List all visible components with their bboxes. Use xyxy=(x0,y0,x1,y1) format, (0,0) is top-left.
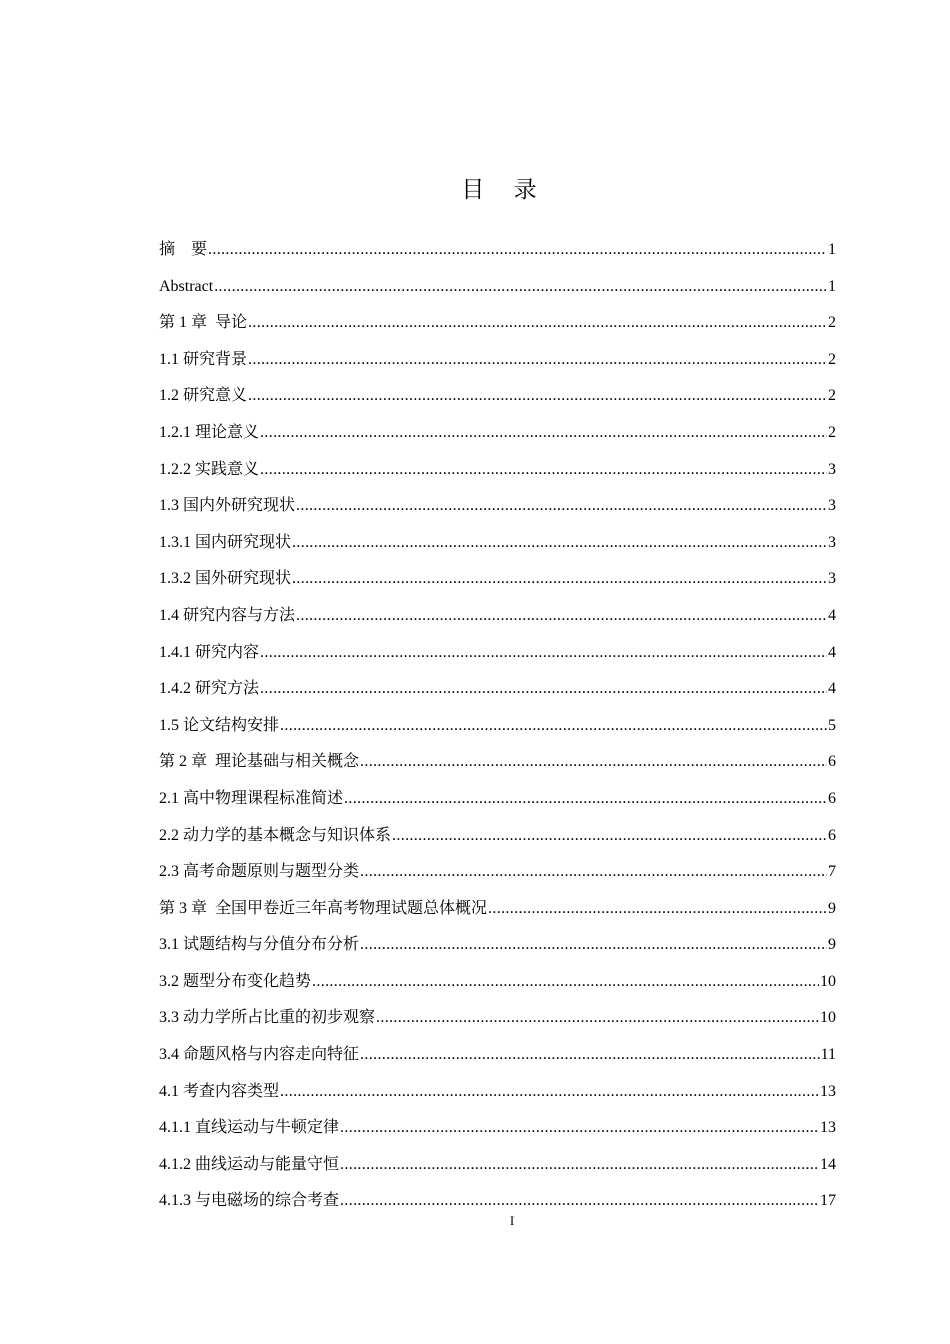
dot-leader xyxy=(214,269,827,306)
toc-entry-label: 2.1 高中物理课程标准简述 xyxy=(159,789,344,807)
toc-entry-page: 5 xyxy=(828,716,836,734)
toc-entry-page: 2 xyxy=(828,314,836,332)
dot-leader xyxy=(360,854,827,891)
toc-entry-page: 2 xyxy=(828,423,836,441)
toc-entry[interactable] xyxy=(159,598,836,635)
toc-entry-label: 1.3.1 国内研究现状 xyxy=(159,533,292,551)
dot-leader xyxy=(340,1110,819,1147)
toc-entry-page: 3 xyxy=(828,460,836,478)
toc-entry-label: Abstract xyxy=(159,277,214,295)
toc-entry[interactable] xyxy=(159,854,836,891)
dot-leader xyxy=(260,452,827,489)
dot-leader xyxy=(344,781,827,818)
toc-entry[interactable] xyxy=(159,1074,836,1111)
toc-entry-page: 3 xyxy=(828,570,836,588)
toc-entry-page: 1 xyxy=(828,277,836,295)
toc-entry-page: 7 xyxy=(828,863,836,881)
toc-entry-label: 摘 要 xyxy=(159,241,208,258)
toc-entry[interactable] xyxy=(159,1000,836,1037)
toc-entry[interactable] xyxy=(159,744,836,781)
toc-entry-label: 3.3 动力学所占比重的初步观察 xyxy=(159,1009,376,1027)
toc-entry-label: 1.3 国内外研究现状 xyxy=(159,497,296,515)
toc-entry-label: 3.2 题型分布变化趋势 xyxy=(159,972,312,990)
toc-entry-label: 1.2 研究意义 xyxy=(159,387,248,405)
toc-entry-label: 1.1 研究背景 xyxy=(159,350,248,368)
toc-entry-page: 10 xyxy=(820,972,836,990)
dot-leader xyxy=(340,1147,819,1184)
toc-entry[interactable] xyxy=(159,781,836,818)
toc-entry-page: 4 xyxy=(828,643,836,661)
toc-entry-label: 4.1.1 直线运动与牛顿定律 xyxy=(159,1119,340,1137)
toc-entry[interactable] xyxy=(159,818,836,855)
toc-entry-page: 3 xyxy=(828,497,836,515)
dot-leader xyxy=(248,305,827,342)
toc-entry[interactable] xyxy=(159,269,836,306)
toc-entry-page: 13 xyxy=(820,1119,836,1137)
toc-entry-page: 3 xyxy=(828,533,836,551)
toc-entry-label: 1.3.2 国外研究现状 xyxy=(159,570,292,588)
toc-entry-page: 2 xyxy=(828,350,836,368)
dot-leader xyxy=(260,635,827,672)
dot-leader xyxy=(248,378,827,415)
toc-entry[interactable] xyxy=(159,1147,836,1184)
toc-entry[interactable] xyxy=(159,635,836,672)
toc-entry-label: 4.1 考查内容类型 xyxy=(159,1082,280,1100)
toc-entry-page: 4 xyxy=(828,680,836,698)
toc-entry-label: 4.1.3 与电磁场的综合考查 xyxy=(159,1192,340,1210)
dot-leader xyxy=(392,818,827,855)
toc-entry-label: 第 2 章 理论基础与相关概念 xyxy=(159,753,360,771)
page-number: I xyxy=(509,1213,515,1228)
toc-entry[interactable] xyxy=(159,415,836,452)
toc-entry-label: 4.1.2 曲线运动与能量守恒 xyxy=(159,1155,340,1173)
toc-entry-label: 2.3 高考命题原则与题型分类 xyxy=(159,863,360,881)
toc-entry[interactable] xyxy=(159,378,836,415)
toc-entry-label: 1.4.1 研究内容 xyxy=(159,643,260,661)
toc-entry[interactable] xyxy=(159,342,836,379)
dot-leader xyxy=(248,342,827,379)
dot-leader xyxy=(488,891,827,928)
toc-entry-page: 9 xyxy=(828,899,836,917)
dot-leader xyxy=(292,525,827,562)
dot-leader xyxy=(296,488,827,525)
toc-entry-label: 3.1 试题结构与分值分布分析 xyxy=(159,936,360,954)
toc-entry-label: 1.2.2 实践意义 xyxy=(159,460,260,478)
toc-entry-page: 11 xyxy=(820,1046,836,1064)
toc-entry[interactable] xyxy=(159,1110,836,1147)
toc-entry-page: 9 xyxy=(828,936,836,954)
toc-entry[interactable] xyxy=(159,561,836,598)
toc-entry[interactable] xyxy=(159,891,836,928)
toc-entry[interactable] xyxy=(159,927,836,964)
toc-entry-label: 1.5 论文结构安排 xyxy=(159,716,280,734)
toc-entry-label: 2.2 动力学的基本概念与知识体系 xyxy=(159,826,392,844)
toc-entry[interactable] xyxy=(159,671,836,708)
dot-leader xyxy=(280,1074,819,1111)
toc-entry-page: 1 xyxy=(828,241,836,258)
dot-leader xyxy=(360,1037,820,1074)
toc-entry[interactable] xyxy=(159,452,836,489)
toc-entry-page: 10 xyxy=(820,1009,836,1027)
toc-entry-label: 1.2.1 理论意义 xyxy=(159,423,260,441)
toc-entry[interactable] xyxy=(159,232,836,269)
dot-leader xyxy=(360,927,827,964)
toc-entry-label: 第 1 章 导论 xyxy=(159,314,248,332)
toc-entry[interactable] xyxy=(159,488,836,525)
toc-entry-page: 13 xyxy=(820,1082,836,1100)
toc-entry[interactable] xyxy=(159,964,836,1001)
toc-entry[interactable] xyxy=(159,305,836,342)
toc-entry-label: 1.4 研究内容与方法 xyxy=(159,606,296,624)
toc-entry-page: 6 xyxy=(828,789,836,807)
toc-entry-label: 3.4 命题风格与内容走向特征 xyxy=(159,1046,360,1064)
dot-leader xyxy=(376,1000,819,1037)
dot-leader xyxy=(360,744,827,781)
toc-entry-label: 1.4.2 研究方法 xyxy=(159,680,260,698)
toc-title: 目 录 xyxy=(461,177,537,203)
dot-leader xyxy=(208,232,827,269)
dot-leader xyxy=(296,598,827,635)
toc-entry-page: 2 xyxy=(828,387,836,405)
dot-leader xyxy=(312,964,819,1001)
dot-leader xyxy=(280,708,827,745)
toc-entry[interactable] xyxy=(159,708,836,745)
toc-entry-page: 17 xyxy=(820,1192,836,1210)
toc-entry-page: 14 xyxy=(820,1155,836,1173)
dot-leader xyxy=(260,415,827,452)
table-of-contents xyxy=(159,232,836,1220)
dot-leader xyxy=(260,671,827,708)
toc-entry-page: 4 xyxy=(828,606,836,624)
dot-leader xyxy=(292,561,827,598)
toc-entry-page: 6 xyxy=(828,826,836,844)
toc-entry[interactable] xyxy=(159,1037,836,1074)
toc-entry-page: 6 xyxy=(828,753,836,771)
toc-entry[interactable] xyxy=(159,525,836,562)
toc-entry-label: 第 3 章 全国甲卷近三年高考物理试题总体概况 xyxy=(159,899,488,917)
